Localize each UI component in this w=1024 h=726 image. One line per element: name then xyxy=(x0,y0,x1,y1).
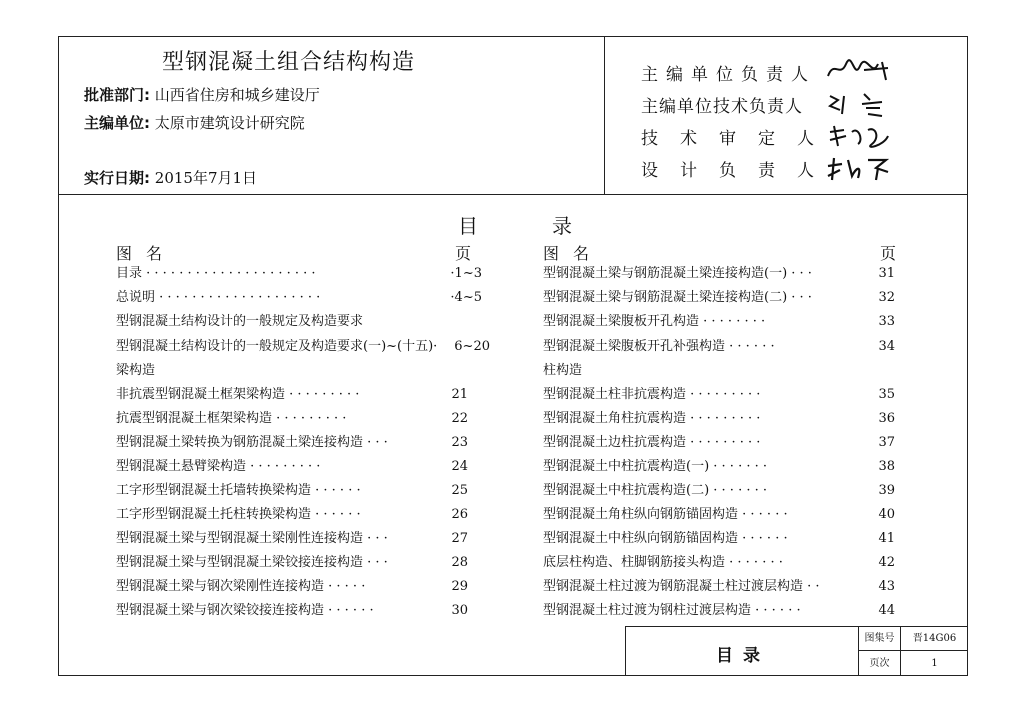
toc-entry-label: 型钢混凝土梁腹板开孔补强构造 · · · · · · xyxy=(543,339,775,354)
toc-entry[interactable] xyxy=(543,410,895,428)
toc-entry[interactable] xyxy=(116,482,468,500)
toc-entry[interactable] xyxy=(116,410,468,428)
toc-entry-label: 工字形型钢混凝土托墙转换梁构造 · · · · · · xyxy=(116,483,361,498)
toc-entry-label: 型钢混凝土结构设计的一般规定及构造要求 xyxy=(116,314,364,329)
toc-entry[interactable] xyxy=(543,578,895,596)
toc-entry-page: 41 xyxy=(878,531,895,546)
toc-entry-page: 40 xyxy=(878,507,895,522)
toc-entry-label: 型钢混凝土柱非抗震构造 · · · · · · · · · xyxy=(543,387,761,402)
toc-entry-page: 22 xyxy=(451,411,468,426)
toc-entry-label: 梁构造 xyxy=(116,363,156,378)
toc-entry-page: 34 xyxy=(878,339,895,354)
toc-entry-label: 柱构造 xyxy=(543,363,583,378)
toc-entry[interactable] xyxy=(116,386,468,404)
left-col-page-header: 页 xyxy=(455,244,472,263)
role-design-lead: 设计负责人 xyxy=(641,161,836,181)
toc-title-char-1: 目 xyxy=(458,214,478,238)
header-divider xyxy=(58,194,968,195)
role-tech-review: 技术审定人 xyxy=(641,129,836,149)
toc-entry-label: 工字形型钢混凝土托柱转换梁构造 · · · · · · xyxy=(116,507,361,522)
signature-1 xyxy=(824,56,894,84)
toc-entry-page: 42 xyxy=(878,555,895,570)
right-col-page-header: 页 xyxy=(880,244,897,263)
toc-entry-label: 型钢混凝土梁与型钢混凝土梁铰接连接构造 · · · xyxy=(116,555,388,570)
approval-line xyxy=(84,84,320,105)
toc-entry[interactable] xyxy=(116,338,490,356)
toc-entry-label: 型钢混凝土边柱抗震构造 · · · · · · · · · xyxy=(543,435,761,450)
toc-entry-label: 型钢混凝土梁与钢筋混凝土梁连接构造(一) · · · xyxy=(543,266,812,281)
toc-entry-label: 型钢混凝土角柱抗震构造 · · · · · · · · · xyxy=(543,411,761,426)
toc-entry-page: 31 xyxy=(878,266,895,281)
toc-entry-page: 25 xyxy=(451,483,468,498)
toc-entry[interactable] xyxy=(116,578,468,596)
toc-title-char-2: 录 xyxy=(552,214,572,238)
toc-entry[interactable] xyxy=(116,289,482,307)
toc-entry-label: 型钢混凝土柱过渡为钢柱过渡层构造 · · · · · · xyxy=(543,603,801,618)
toc-entry-label: 总说明 · · · · · · · · · · · · · · · · · · · · xyxy=(116,290,321,305)
toc-entry[interactable] xyxy=(116,530,468,548)
toc-entry[interactable] xyxy=(543,602,895,620)
header-split-line xyxy=(604,36,605,194)
left-col-name-char-1: 图 xyxy=(116,244,133,263)
toc-entry[interactable] xyxy=(543,265,895,283)
toc-entry[interactable] xyxy=(543,458,895,476)
signature-2 xyxy=(824,90,894,118)
toc-entry-page: 44 xyxy=(878,603,895,618)
date-label: 实行日期: xyxy=(84,169,150,187)
toc-entry[interactable] xyxy=(543,506,895,524)
toc-section-heading xyxy=(543,362,895,380)
approval-label: 批准部门: xyxy=(84,86,150,104)
right-col-name-char-2: 名 xyxy=(573,244,590,263)
toc-entry-page: 29 xyxy=(451,579,468,594)
approval-value: 山西省住房和城乡建设厅 xyxy=(154,86,320,104)
toc-entry-label: 型钢混凝土中柱纵向钢筋锚固构造 · · · · · · xyxy=(543,531,788,546)
title-block-grid xyxy=(858,626,968,676)
toc-entry[interactable] xyxy=(543,386,895,404)
toc-entry[interactable] xyxy=(543,530,895,548)
right-col-name-char-1: 图 xyxy=(543,244,560,263)
toc-entry-page: 32 xyxy=(878,290,895,305)
toc-entry[interactable] xyxy=(116,313,482,331)
toc-entry-label: 型钢混凝土结构设计的一般规定及构造要求(一)~(十五)· xyxy=(116,339,438,354)
toc-entry[interactable] xyxy=(543,338,895,356)
toc-entry-label: 型钢混凝土梁与钢次梁刚性连接构造 · · · · · xyxy=(116,579,366,594)
atlas-number-value: 晋14G06 xyxy=(900,626,968,651)
toc-entry-label: 抗震型钢混凝土框架梁构造 · · · · · · · · · xyxy=(116,411,347,426)
toc-entry-page: 38 xyxy=(878,459,895,474)
toc-entry-page: ·1~3 xyxy=(450,266,482,281)
toc-entry-page: 26 xyxy=(451,507,468,522)
signature-3 xyxy=(824,122,894,150)
toc-entry-label: 型钢混凝土悬臂梁构造 · · · · · · · · · xyxy=(116,459,321,474)
left-col-name-char-2: 名 xyxy=(146,244,163,263)
atlas-title: 型钢混凝土组合结构构造 xyxy=(162,50,416,75)
toc-entry-page: 24 xyxy=(451,459,468,474)
title-block-name: 目录 xyxy=(716,646,770,666)
toc-entry-page: 33 xyxy=(878,314,895,329)
toc-entry-label: 型钢混凝土中柱抗震构造(一) · · · · · · · xyxy=(543,459,767,474)
toc-entry-page: 43 xyxy=(878,579,895,594)
toc-entry-label: 目录 · · · · · · · · · · · · · · · · · · · · · xyxy=(116,266,316,281)
toc-entry[interactable] xyxy=(116,602,468,620)
atlas-number-label: 图集号 xyxy=(858,626,900,651)
toc-section-heading xyxy=(116,362,482,380)
toc-entry-page: 6~20 xyxy=(454,339,490,354)
toc-entry[interactable] xyxy=(543,313,895,331)
toc-entry-page: 37 xyxy=(878,435,895,450)
toc-entry-label: 型钢混凝土梁与钢次梁铰接连接构造 · · · · · · xyxy=(116,603,374,618)
page-number-value: 1 xyxy=(900,651,968,676)
toc-entry-label: 型钢混凝土柱过渡为钢筋混凝土柱过渡层构造 · · xyxy=(543,579,820,594)
toc-entry-page: 39 xyxy=(878,483,895,498)
toc-entry-page: 36 xyxy=(878,411,895,426)
signature-4 xyxy=(824,154,894,182)
toc-entry[interactable] xyxy=(116,265,482,283)
toc-entry[interactable] xyxy=(116,554,468,572)
toc-entry-label: 型钢混凝土梁转换为钢筋混凝土梁连接构造 · · · xyxy=(116,435,388,450)
toc-entry-page: ·4~5 xyxy=(450,290,482,305)
toc-entry-label: 型钢混凝土中柱抗震构造(二) · · · · · · · xyxy=(543,483,767,498)
toc-entry[interactable] xyxy=(116,434,468,452)
toc-entry[interactable] xyxy=(543,482,895,500)
toc-entry-label: 底层柱构造、柱脚钢筋接头构造 · · · · · · · xyxy=(543,555,783,570)
toc-entry-label: 型钢混凝土梁腹板开孔构造 · · · · · · · · xyxy=(543,314,766,329)
editor-label: 主编单位: xyxy=(84,114,150,132)
role-chief-unit: 主编单位负责人 xyxy=(641,65,816,85)
toc-entry-label: 型钢混凝土梁与钢筋混凝土梁连接构造(二) · · · xyxy=(543,290,812,305)
toc-entry[interactable] xyxy=(543,289,895,307)
toc-entry-label: 非抗震型钢混凝土框架梁构造 · · · · · · · · · xyxy=(116,387,360,402)
toc-entry-page: 35 xyxy=(878,387,895,402)
toc-entry[interactable] xyxy=(543,554,895,572)
toc-entry[interactable] xyxy=(116,458,468,476)
date-line xyxy=(84,167,257,188)
page-number-label: 页次 xyxy=(858,651,900,676)
toc-entry-page: 21 xyxy=(451,387,468,402)
toc-entry-page: 30 xyxy=(451,603,468,618)
toc-entry[interactable] xyxy=(116,506,468,524)
editor-line xyxy=(84,112,305,133)
date-value: 2015年7月1日 xyxy=(154,169,258,187)
role-tech-chief: 主编单位技术负责人 xyxy=(641,97,803,117)
toc-entry[interactable] xyxy=(543,434,895,452)
toc-entry-label: 型钢混凝土梁与型钢混凝土梁刚性连接构造 · · · xyxy=(116,531,388,546)
toc-entry-label: 型钢混凝土角柱纵向钢筋锚固构造 · · · · · · xyxy=(543,507,788,522)
editor-value: 太原市建筑设计研究院 xyxy=(154,114,305,132)
toc-entry-page: 23 xyxy=(451,435,468,450)
toc-entry-page: 27 xyxy=(451,531,468,546)
toc-entry-page: 28 xyxy=(451,555,468,570)
